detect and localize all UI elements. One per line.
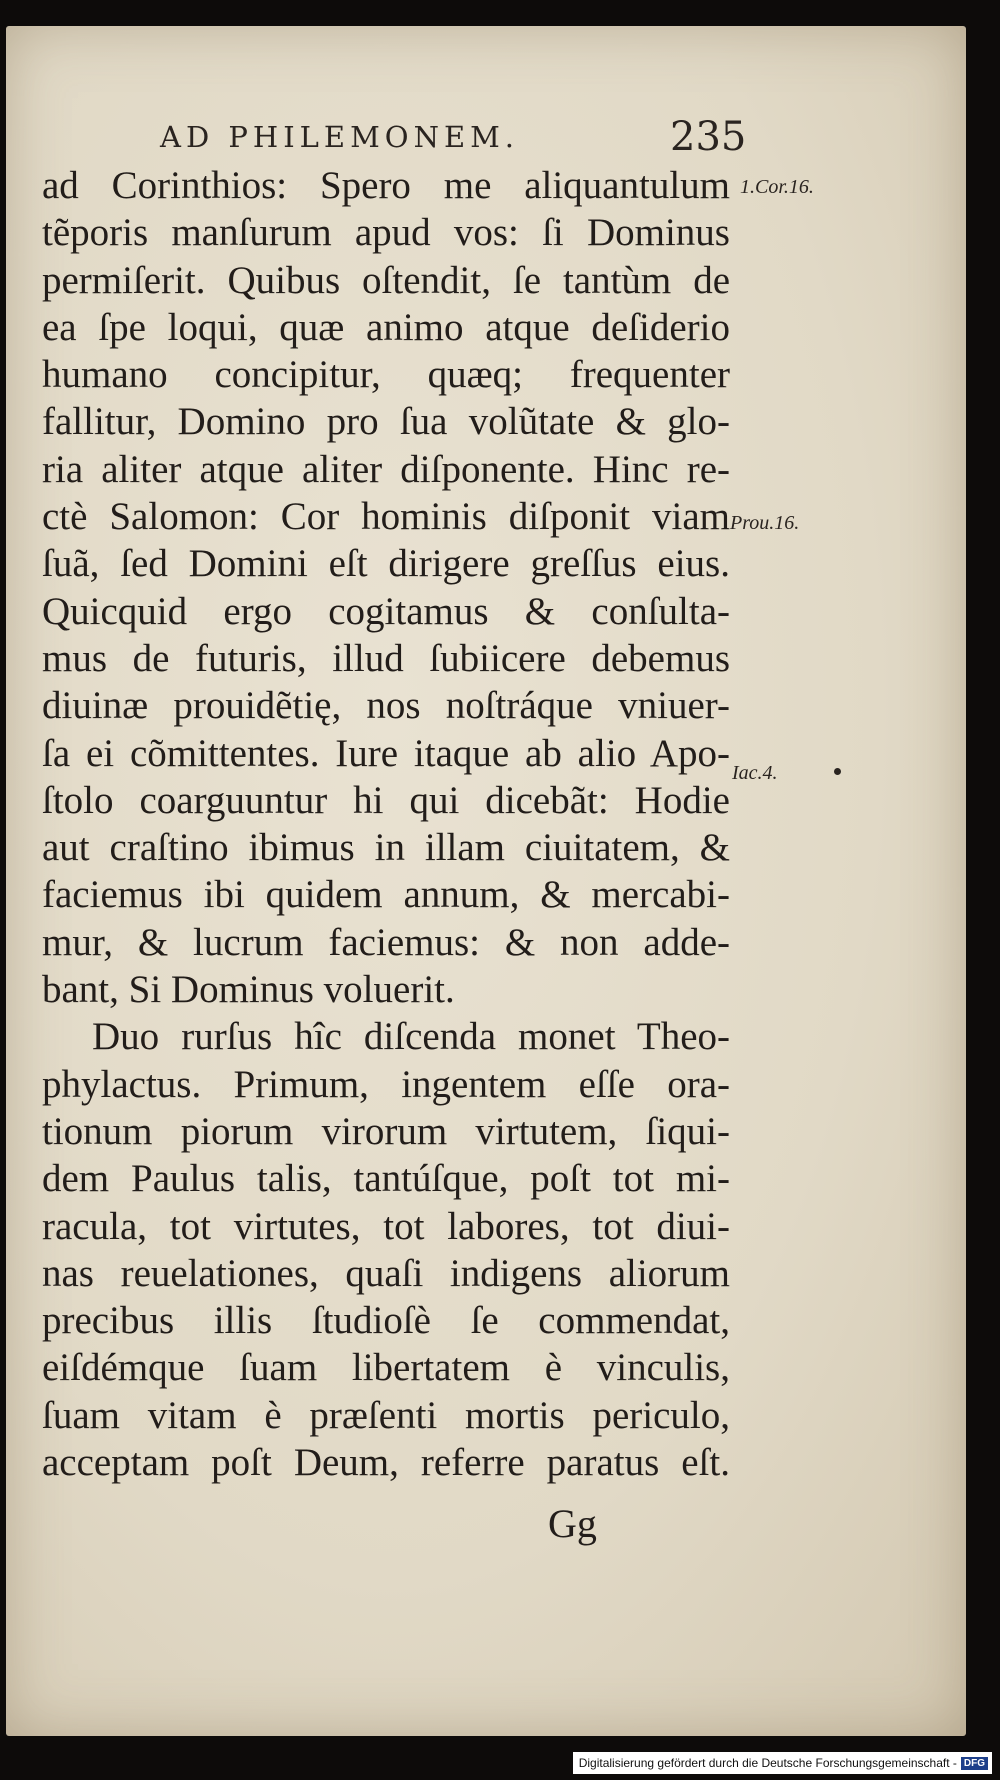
- text-line: nas reuelationes, quaſi indigens aliorum: [42, 1251, 730, 1295]
- text-line: ſuã, ſed Domini eſt dirigere greſſus eius.: [42, 542, 730, 586]
- text-line: ſtolo coarguuntur hi qui dicebãt: Hodie: [42, 778, 730, 822]
- dfg-logo: DFG: [961, 1757, 988, 1770]
- running-title: AD PHILEMONEM.: [160, 120, 520, 154]
- text-line: tionum piorum virorum virtutem, ſiqui-: [42, 1109, 730, 1153]
- text-line: humano concipitur, quæq; frequenter: [42, 353, 730, 397]
- text-line: aut craſtino ibimus in illam ciuitatem, &: [42, 826, 730, 870]
- text-line: faciemus ibi quidem annum, & mercabi-: [42, 873, 730, 917]
- text-line: eiſdémque ſuam libertatem è vinculis,: [42, 1346, 730, 1390]
- text-line: diuinæ prouidẽtię, nos noſtráque vniuer-: [42, 684, 730, 728]
- body-text: [42, 162, 730, 1486]
- text-line: ſuam vitam è præſenti mortis periculo,: [42, 1393, 730, 1437]
- margin-note-corinthians: 1.Cor.16.: [740, 176, 814, 198]
- paragraph-first-line: Duo rurſus hîc diſcenda monet Theo-: [92, 1015, 730, 1059]
- text-line: mur, & lucrum faciemus: & non adde-: [42, 920, 730, 964]
- text-line: ad Corinthios: Spero me aliquantulum: [42, 164, 730, 207]
- text-line: ea ſpe loqui, quæ animo atque deſiderio: [42, 305, 730, 349]
- digitization-credit: [573, 1752, 992, 1774]
- text-line: ria aliter atque aliter diſponente. Hinc re-: [42, 447, 730, 491]
- text-line: Quicquid ergo cogitamus & conſulta-: [42, 589, 730, 633]
- ink-dot: [834, 768, 841, 775]
- text-line: precibus illis ſtudioſè ſe commendat,: [42, 1299, 730, 1343]
- margin-note-james: Iac.4.: [732, 762, 778, 784]
- text-line: acceptam poſt Deum, referre paratus eſt.: [42, 1441, 730, 1485]
- credit-text: Digitalisierung gefördert durch die Deutsche Forschungsgemeinschaft -: [578, 1756, 957, 1770]
- margin-note-proverbs: Prou.16.: [730, 512, 800, 534]
- text-line: dem Paulus talis, tantúſque, poſt tot mi-: [42, 1157, 730, 1201]
- text-line: mus de futuris, illud ſubiicere debemus: [42, 636, 730, 680]
- text-line: tẽporis manſurum apud vos: ſi Dominus: [42, 211, 730, 255]
- text-line: bant, Si Dominus voluerit.: [42, 968, 455, 1012]
- text-line: ctè Salomon: Cor hominis diſponit viam: [42, 495, 730, 539]
- text-line: fallitur, Domino pro ſua volũtate & glo-: [42, 400, 730, 444]
- text-line: phylactus. Primum, ingentem eſſe ora-: [42, 1062, 730, 1106]
- signature-mark: Gg: [548, 1501, 597, 1546]
- text-line: ſa ei cõmittentes. Iure itaque ab alio Apo-: [42, 731, 730, 775]
- text-line: racula, tot virtutes, tot labores, tot diui-: [42, 1204, 730, 1248]
- text-line: permiſerit. Quibus oſtendit, ſe tantùm de: [42, 258, 730, 302]
- page-number: 235: [670, 114, 747, 160]
